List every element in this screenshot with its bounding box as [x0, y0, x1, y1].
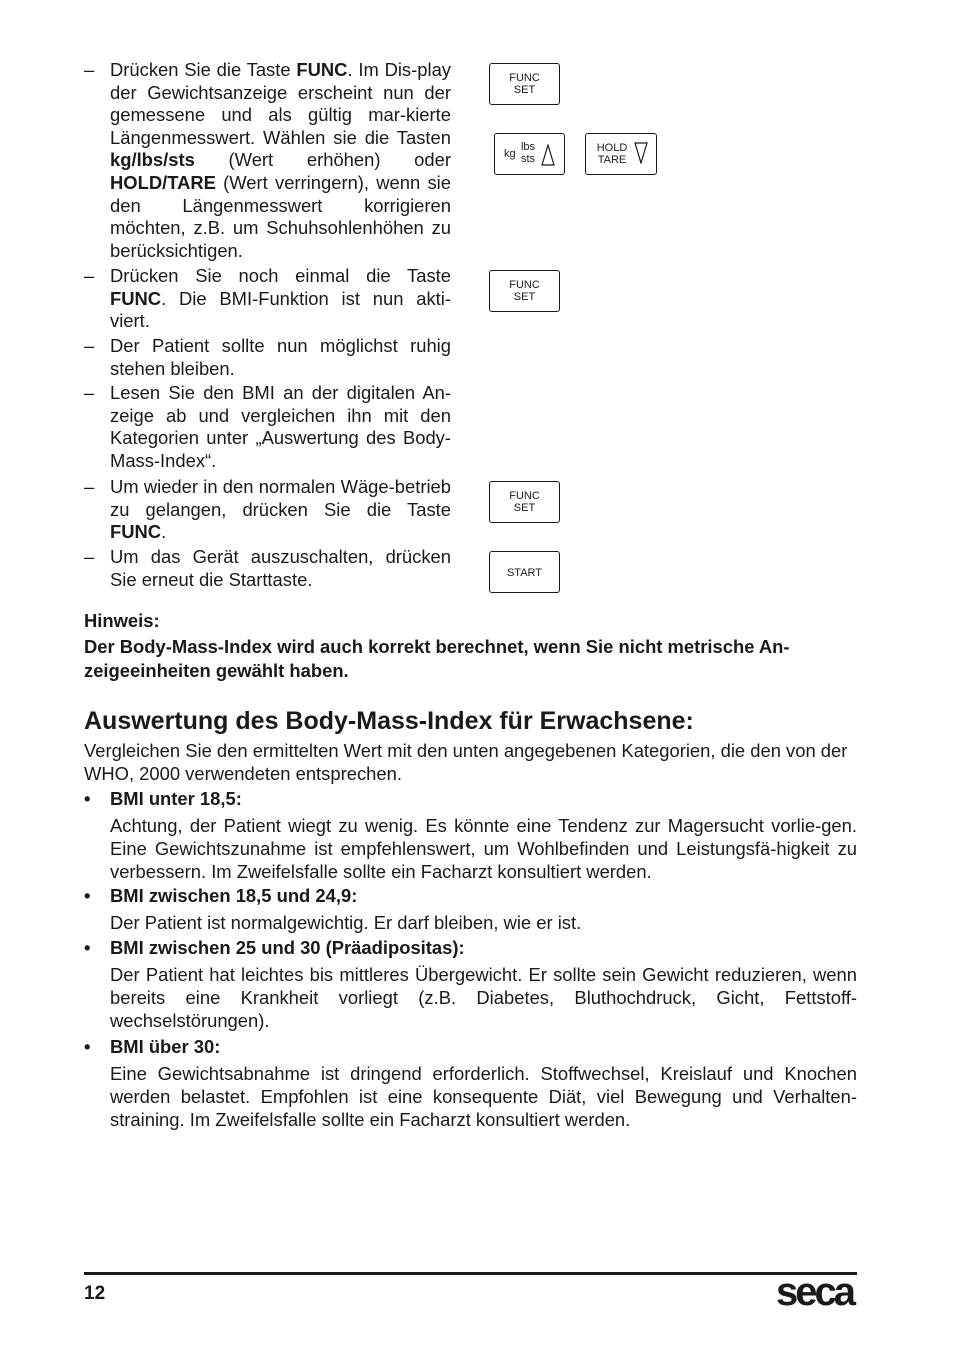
dash-marker: –	[84, 476, 95, 497]
key-label-lbs: lbs	[520, 141, 536, 153]
dash-marker: –	[84, 382, 95, 403]
key-label-hold: HOLD	[596, 142, 628, 154]
key-label-set: SET	[513, 291, 536, 303]
seca-logo: seca	[776, 1270, 853, 1314]
step-text: (Wert erhöhen) oder	[194, 149, 451, 171]
key-label-func: FUNC	[509, 490, 540, 502]
step-text: Drücken Sie noch einmal die Taste	[110, 265, 451, 286]
dash-marker: –	[84, 546, 95, 567]
key-label-set: SET	[513, 502, 536, 514]
page-number: 12	[84, 1283, 106, 1304]
func-set-key	[489, 270, 560, 312]
step-text: . Im Dis-play der Gewichtsanzeige erscheint nun der gemessene und als gültig mar-kierte Längenmesswert. Wählen sie die Tasten	[110, 59, 451, 148]
func-set-key	[489, 63, 560, 105]
bullet-marker: •	[84, 937, 91, 958]
down-triangle-icon	[634, 142, 648, 164]
start-key	[489, 551, 560, 593]
section-heading: Auswertung des Body-Mass-Index für Erwachsene:	[84, 707, 694, 735]
dash-marker: –	[84, 59, 95, 80]
step-text: Um wieder in den normalen Wäge-betrieb zu gelangen, drücken Sie die Taste	[110, 476, 451, 520]
key-label-start: START	[506, 567, 543, 579]
key-label-func: FUNC	[509, 72, 540, 84]
step-key-name: FUNC	[110, 287, 162, 309]
key-label-tare: TARE	[597, 154, 627, 166]
category-text: Achtung, der Patient wiegt zu wenig. Es könnte eine Tendenz zur Magersucht vorlie-gen. Eine Gewichtszunahme ist empfehlenswert, um Wohlbefinden und Leistungsfä-higkeit zu verbessern. Im Zweifelsfalle sollte ein Facharzt konsultiert werden.	[110, 815, 857, 882]
step-key-name: FUNC	[110, 521, 162, 543]
category-title-text: BMI zwischen 25 und 30 (Präadipositas):	[110, 937, 465, 958]
note-text: Der Body-Mass-Index wird auch korrekt berechnet, wenn Sie nicht metrische An-zeigeeinheiten gewählt haben.	[84, 636, 790, 681]
section-intro: Vergleichen Sie den ermittelten Wert mit den unten angegebenen Kategorien, die den von der WHO, 2000 verwendeten entsprechen.	[84, 740, 848, 784]
category-text: Eine Gewichtsabnahme ist dringend erforderlich. Stoffwechsel, Kreislauf und Knochen werden belastet. Empfohlen ist eine konsequente Diät, viel Bewegung und Verhalten-straining. Im Zweifelsfalle sollte ein Facharzt konsultiert werden.	[110, 1063, 857, 1130]
category-text: Der Patient hat leichtes bis mittleres Übergewicht. Er sollte sein Gewicht reduzieren, wenn bereits eine Krankheit vorliegt (z.B. Diabetes, Bluthochdruck, Gicht, Fettstoff-wechselstörungen).	[110, 964, 857, 1031]
step-text: Drücken Sie die Taste	[110, 59, 297, 80]
instruction-step-6	[84, 546, 451, 591]
instruction-step-1	[84, 59, 451, 262]
instruction-step-4	[84, 382, 451, 472]
category-title-text: BMI über 30:	[110, 1036, 221, 1057]
hold-tare-key	[585, 133, 657, 175]
key-label-kg: kg	[504, 148, 516, 160]
step-text: Der Patient sollte nun möglichst ruhig stehen bleiben.	[110, 335, 451, 379]
step-key-name: FUNC	[296, 59, 348, 80]
footer-rule	[84, 1272, 857, 1275]
key-label-sts: sts	[520, 153, 536, 165]
category-title-text: BMI unter 18,5:	[110, 788, 242, 809]
category-title	[84, 787, 242, 810]
bullet-marker: •	[84, 885, 91, 906]
key-label-set: SET	[513, 84, 536, 96]
step-text: Um das Gerät auszuschalten, drücken Sie erneut die Starttaste.	[110, 546, 451, 590]
note-title: Hinweis:	[84, 610, 160, 631]
step-key-name: HOLD/TARE	[110, 171, 216, 193]
category-title	[84, 1035, 220, 1058]
instruction-step-5	[84, 476, 451, 544]
dash-marker: –	[84, 335, 95, 356]
step-text: . Die BMI-Funktion ist nun akti-viert.	[110, 287, 451, 332]
category-title	[84, 884, 357, 907]
category-title	[84, 936, 465, 959]
step-text: .	[161, 521, 167, 543]
bullet-marker: •	[84, 1036, 91, 1057]
instruction-step-2	[84, 265, 451, 333]
step-text: Lesen Sie den BMI an der digitalen An-zeige ab und vergleichen ihn mit den Kategorien unter „Auswertung des Body-Mass-Index“.	[110, 382, 451, 471]
instruction-step-3	[84, 335, 451, 380]
kg-lbs-sts-key	[494, 133, 565, 175]
key-label-func: FUNC	[509, 279, 540, 291]
category-title-text: BMI zwischen 18,5 und 24,9:	[110, 885, 358, 906]
category-text: Der Patient ist normalgewichtig. Er darf bleiben, wie er ist.	[110, 912, 582, 933]
step-key-name: kg/lbs/sts	[110, 149, 195, 171]
dash-marker: –	[84, 265, 95, 286]
up-triangle-icon	[541, 144, 555, 166]
func-set-key	[489, 481, 560, 523]
bullet-marker: •	[84, 788, 91, 809]
step-text: (Wert verringern), wenn sie den Längenmesswert korrigieren möchten, z.B. um Schuhsohlenhöhen zu berücksichtigen.	[110, 171, 451, 261]
